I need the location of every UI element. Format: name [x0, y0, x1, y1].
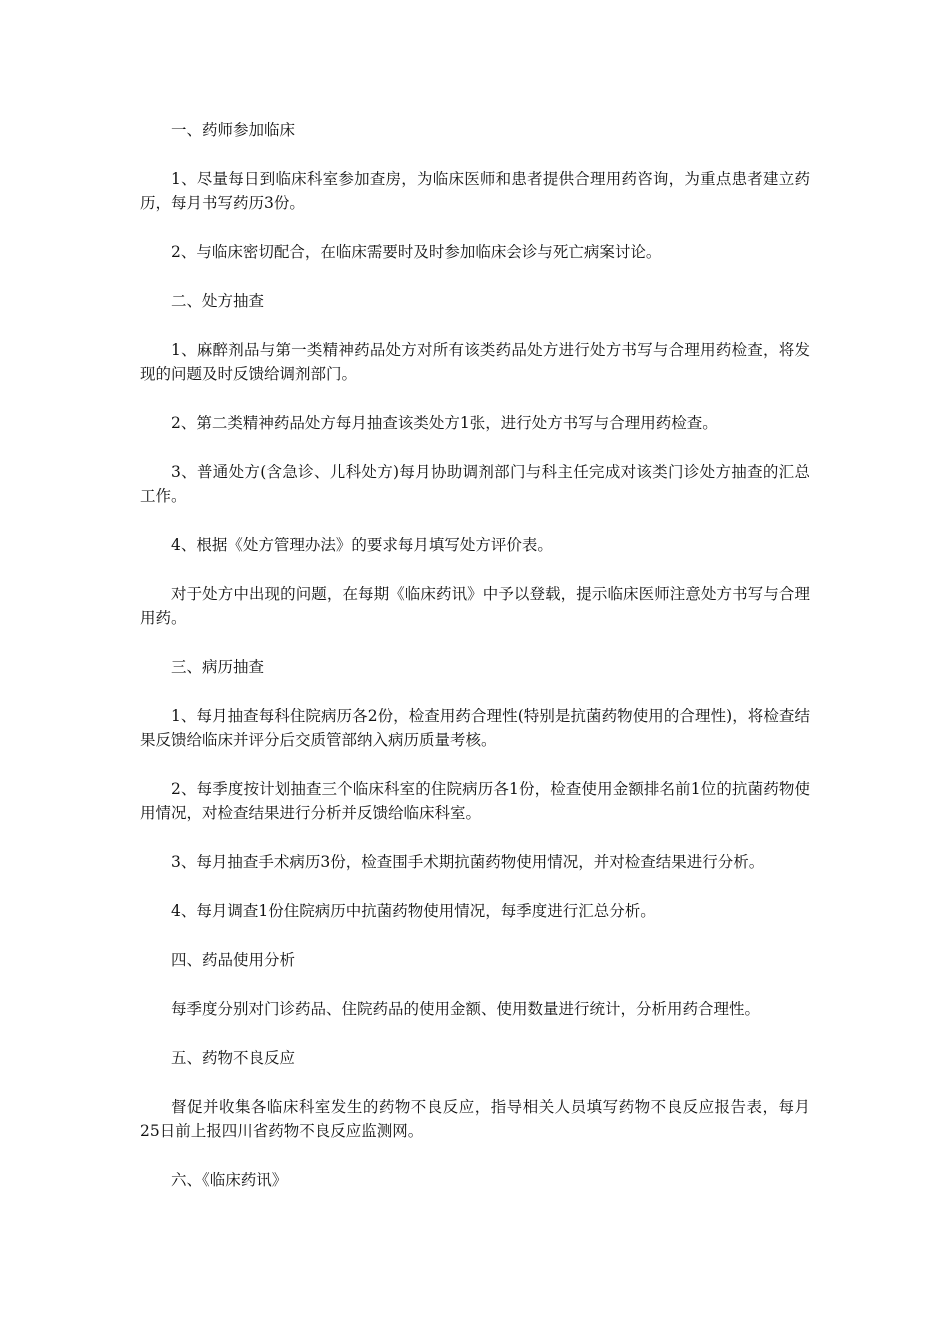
section-heading-6: 六、《临床药讯》 — [171, 1171, 288, 1189]
paragraph-3-1: 1、每月抽查每科住院病历各2份，检查用药合理性(特别是抗菌药物使用的合理性)，将检查结果反馈给临床并评分后交质管部纳入病历质量考核。 — [140, 707, 810, 749]
document-body — [140, 118, 810, 1217]
paragraph-3-4: 4、每月调查1份住院病历中抗菌药物使用情况，每季度进行汇总分析。 — [171, 902, 656, 920]
paragraph-3-3: 3、每月抽查手术病历3份，检查围手术期抗菌药物使用情况，并对检查结果进行分析。 — [171, 853, 765, 871]
paragraph-3-2: 2、每季度按计划抽查三个临床科室的住院病历各1份，检查使用金额排名前1位的抗菌药物使用情况，对检查结果进行分析并反馈给临床科室。 — [140, 780, 810, 822]
paragraph-2-3: 3、普通处方(含急诊、儿科处方)每月协助调剂部门与科主任完成对该类门诊处方抽查的汇总工作。 — [140, 463, 810, 505]
paragraph-1-2: 2、与临床密切配合，在临床需要时及时参加临床会诊与死亡病案讨论。 — [171, 243, 662, 261]
section-heading-4: 四、药品使用分析 — [171, 951, 296, 969]
paragraph-2-4: 4、根据《处方管理办法》的要求每月填写处方评价表。 — [171, 536, 553, 554]
section-heading-5: 五、药物不良反应 — [171, 1049, 296, 1067]
paragraph-2-1: 1、麻醉剂品与第一类精神药品处方对所有该类药品处方进行处方书写与合理用药检查，将发现的问题及时反馈给调剂部门。 — [140, 341, 810, 383]
paragraph-5-1: 督促并收集各临床科室发生的药物不良反应，指导相关人员填写药物不良反应报告表，每月25日前上报四川省药物不良反应监测网。 — [140, 1098, 810, 1140]
paragraph-2-note: 对于处方中出现的问题，在每期《临床药讯》中予以登载，提示临床医师注意处方书写与合理用药。 — [140, 585, 810, 627]
section-heading-3: 三、病历抽查 — [171, 658, 265, 676]
section-heading-1: 一、药师参加临床 — [171, 121, 296, 139]
paragraph-2-2: 2、第二类精神药品处方每月抽查该类处方1张，进行处方书写与合理用药检查。 — [171, 414, 718, 432]
paragraph-4-1: 每季度分别对门诊药品、住院药品的使用金额、使用数量进行统计，分析用药合理性。 — [171, 1000, 761, 1018]
paragraph-1-1: 1、尽量每日到临床科室参加查房，为临床医师和患者提供合理用药咨询，为重点患者建立药历，每月书写药历3份。 — [140, 170, 810, 212]
section-heading-2: 二、处方抽查 — [171, 292, 265, 310]
